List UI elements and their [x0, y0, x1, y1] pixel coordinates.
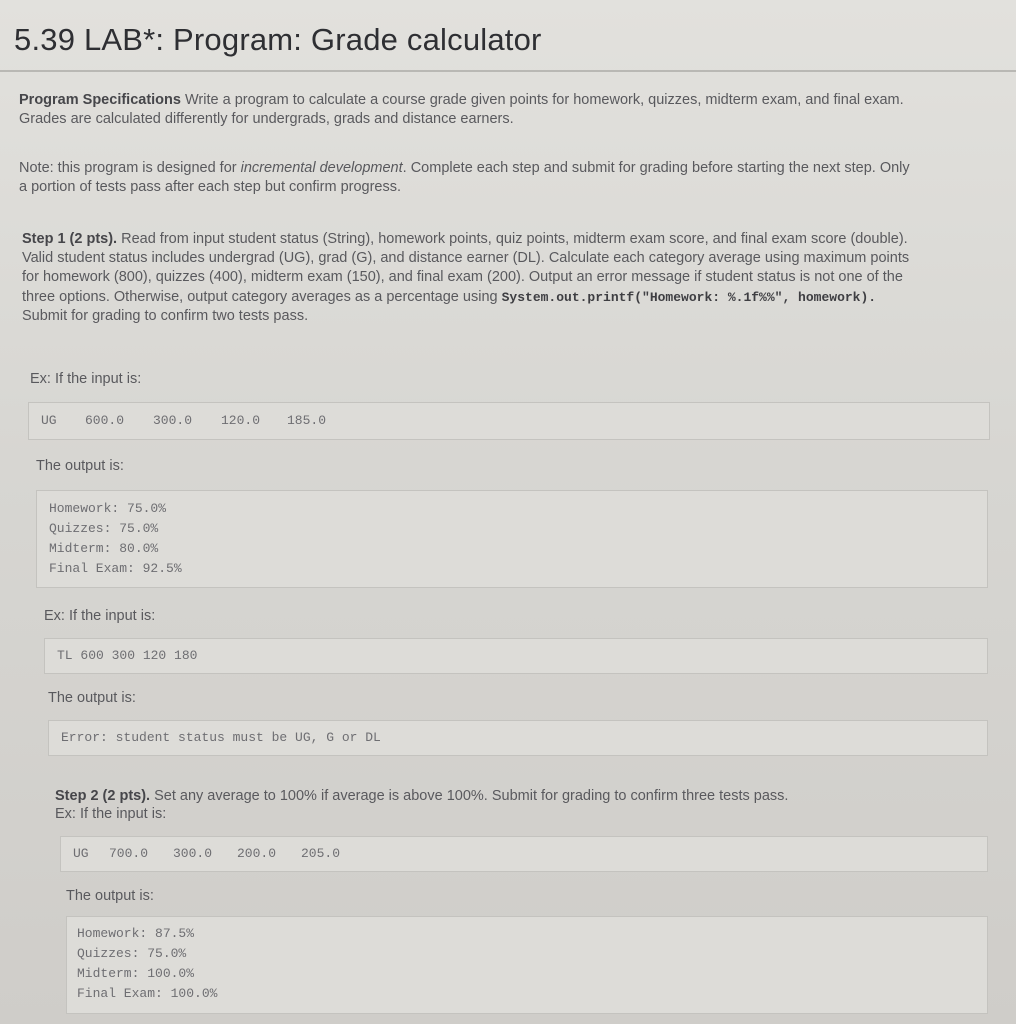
step1-line3: for homework (800), quizzes (400), midterm exam (150), and final exam (200). Output an error message if student status is not one of the	[22, 269, 903, 285]
input-token: 700.0	[109, 846, 149, 861]
step2-output-intro: The output is:	[66, 888, 154, 904]
input-token: 120.0	[221, 413, 261, 428]
step1-line2: Valid student status includes undergrad (UG), grad (G), and distance earner (DL). Calculate each category average using maximum points	[22, 250, 910, 266]
output-line: Quizzes: 75.0%	[49, 521, 159, 536]
page-title: 5.39 LAB*: Program: Grade calculator	[14, 22, 542, 57]
example1-output-box	[36, 490, 988, 588]
output-line: Homework: 75.0%	[49, 501, 167, 516]
step2-example-intro: Ex: If the input is:	[55, 806, 167, 822]
output-line: Final Exam: 92.5%	[49, 561, 182, 576]
example2-output-box	[48, 720, 988, 756]
output-line: Quizzes: 75.0%	[77, 946, 187, 961]
step1-line1	[22, 231, 908, 249]
example1-output-intro: The output is:	[36, 458, 124, 474]
step2-output-box	[66, 916, 988, 1014]
input-token: 300.0	[153, 413, 193, 428]
input-token: 300.0	[173, 846, 213, 861]
step1-text1: Read from input student status (String), homework points, quiz points, midterm exam score, and final exam score (double).	[117, 231, 908, 247]
note-paragraph-line2: a portion of tests pass after each step but confirm progress.	[19, 179, 402, 195]
note-prefix: Note: this program is designed for	[19, 160, 241, 176]
output-line: Midterm: 80.0%	[49, 541, 159, 556]
step2-input-box	[60, 836, 988, 872]
input-token: 185.0	[287, 413, 327, 428]
spec-paragraph-line1	[19, 92, 904, 110]
input-token: 200.0	[237, 846, 277, 861]
input-token: UG	[73, 846, 89, 861]
input-line: TL 600 300 120 180	[57, 648, 198, 663]
step1-line4	[22, 289, 876, 307]
error-output-line: Error: student status must be UG, G or DL	[61, 730, 381, 745]
example1-input-box	[28, 402, 990, 440]
input-token: 600.0	[85, 413, 125, 428]
output-line: Final Exam: 100.0%	[77, 986, 218, 1001]
note-paragraph-line1	[19, 160, 910, 178]
output-line: Midterm: 100.0%	[77, 966, 195, 981]
spec-label: Program Specifications	[19, 92, 181, 108]
step1-line5: Submit for grading to confirm two tests pass.	[22, 308, 309, 324]
note-emphasis: incremental development	[240, 160, 403, 176]
step1-label: Step 1 (2 pts).	[22, 231, 118, 247]
input-token: 205.0	[301, 846, 341, 861]
example2-output-intro: The output is:	[48, 690, 136, 706]
spec-paragraph-line2: Grades are calculated differently for undergrads, grads and distance earners.	[19, 111, 514, 127]
step2-label: Step 2 (2 pts).	[55, 788, 151, 804]
step1-text4: three options. Otherwise, output category averages as a percentage using	[22, 289, 502, 305]
printf-code: System.out.printf("Homework: %.1f%%", homework).	[501, 290, 877, 305]
output-line: Homework: 87.5%	[77, 926, 195, 941]
example1-intro: Ex: If the input is:	[30, 371, 142, 387]
step2-line1	[55, 788, 788, 806]
example2-input-box	[44, 638, 988, 674]
step2-text: Set any average to 100% if average is above 100%. Submit for grading to confirm three tests pass.	[150, 788, 789, 804]
note-text: . Complete each step and submit for grading before starting the next step. Only	[402, 160, 910, 176]
input-token: UG	[41, 413, 57, 428]
example2-intro: Ex: If the input is:	[44, 608, 156, 624]
title-divider	[0, 70, 1016, 72]
spec-text: Write a program to calculate a course grade given points for homework, quizzes, midterm exam, and final exam.	[185, 92, 904, 108]
